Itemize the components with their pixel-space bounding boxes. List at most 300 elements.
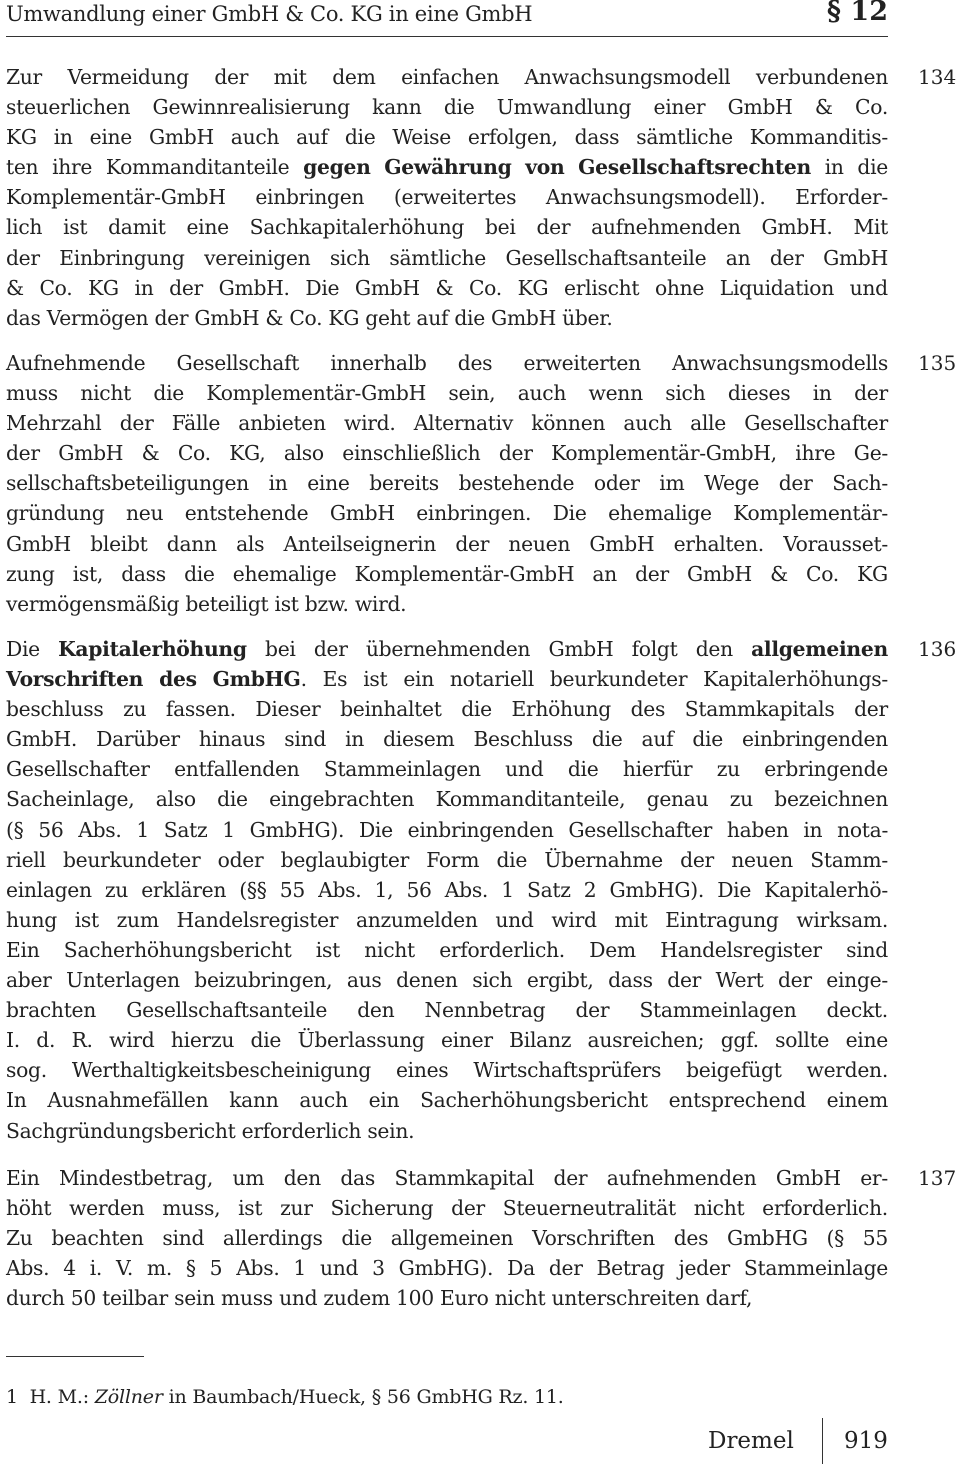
text-line (6, 378, 888, 408)
word: bezeichnen (774, 787, 888, 812)
word: übernehmenden (365, 637, 531, 661)
word: 56 (38, 817, 64, 842)
word: ten (6, 155, 39, 180)
word: Erforder- (795, 185, 888, 210)
word-group (401, 62, 499, 92)
word: GmbHG). (398, 1256, 494, 1281)
word-group (425, 995, 546, 1025)
word: der (169, 275, 203, 300)
word-group (69, 1193, 144, 1223)
word-group (233, 559, 337, 589)
bold-word: GmbHG (212, 667, 301, 692)
word: eingebrachten (269, 787, 415, 812)
word-group (172, 408, 220, 438)
word-group (704, 468, 759, 498)
word: jeder (678, 1256, 730, 1281)
word: Vorschriften (532, 1226, 655, 1251)
word: beurkundeter (62, 847, 201, 872)
word: Wirtschaftsprüfers (473, 1058, 662, 1083)
word: bereits (369, 471, 439, 496)
text-line (6, 1055, 888, 1085)
word: auf (641, 727, 674, 752)
word: sich (665, 381, 706, 406)
word: 3 (372, 1256, 385, 1281)
word-group (728, 92, 793, 122)
page-number: 919 (844, 1428, 888, 1454)
word: einge- (826, 968, 888, 993)
word: Aufnehmende (6, 351, 146, 375)
word: Nennbetrag (424, 998, 546, 1023)
word: und (495, 907, 534, 932)
word-group (608, 965, 653, 995)
word: oder (217, 847, 264, 872)
word: die (857, 155, 888, 180)
word: brachten (6, 998, 97, 1023)
word: ist, (72, 561, 104, 586)
margin-number: 135 (918, 351, 957, 375)
word-group (6, 815, 23, 845)
word-group (783, 529, 888, 559)
word: KG (517, 275, 549, 300)
word-group (383, 724, 454, 754)
word-group (826, 965, 888, 995)
word-group (408, 815, 554, 845)
word: der (778, 471, 813, 496)
word-group (164, 815, 208, 845)
word-group (303, 152, 370, 182)
word: Die (358, 817, 393, 842)
word-group (594, 468, 640, 498)
word-group (728, 378, 791, 408)
word: Sacherhöhungsbericht (420, 1088, 648, 1113)
word: haben (726, 817, 789, 842)
word-group (774, 784, 888, 814)
word: folgt (631, 637, 678, 661)
word-group (199, 724, 265, 754)
word: Einbringung (59, 245, 185, 270)
word: Stamm- (810, 847, 888, 872)
word-group (366, 634, 530, 664)
word: einbringen. (416, 501, 532, 526)
word-group (298, 1025, 425, 1055)
word-group (632, 634, 678, 664)
word: hung (6, 907, 57, 932)
word-group (505, 243, 706, 273)
word-group (63, 1253, 76, 1283)
word-group (855, 92, 888, 122)
word: lich (6, 215, 43, 240)
word-group (355, 559, 575, 589)
word: Abs. (78, 817, 122, 842)
word: im (659, 471, 685, 496)
word-group (345, 122, 376, 152)
word: dieses (727, 381, 791, 406)
word-group (219, 273, 290, 303)
word-group (280, 1193, 313, 1223)
word: sind (846, 937, 888, 962)
word: d. (36, 1028, 56, 1053)
text-line (6, 995, 888, 1025)
word-group (213, 664, 307, 694)
word-group (177, 905, 339, 935)
word: . (558, 937, 565, 962)
word: ausreichen; (587, 1028, 705, 1053)
word: einer (440, 1028, 493, 1053)
bold-word: Kapitalerhöhung (58, 637, 247, 661)
word-group (363, 664, 387, 694)
word: alle (690, 411, 726, 436)
word: Co. (855, 95, 888, 120)
word-group (156, 784, 196, 814)
word-group (6, 408, 101, 438)
word-group (807, 1055, 888, 1085)
word: kann (372, 95, 422, 120)
word: 1, (374, 877, 394, 902)
word: Co. (468, 275, 502, 300)
word-group (825, 152, 844, 182)
word-group (284, 1163, 321, 1193)
word: Anwachsungsmodell (524, 65, 731, 89)
word-group (608, 498, 712, 528)
bold-word: Gewährung (384, 155, 512, 180)
word-group (284, 724, 326, 754)
word-group (6, 122, 37, 152)
word: die (443, 95, 475, 120)
word: GmbH (58, 441, 124, 466)
word-group (551, 438, 777, 468)
word: wenn (588, 381, 643, 406)
word: neu (126, 501, 164, 526)
word: (erweitertes (393, 185, 517, 210)
word-group (169, 273, 203, 303)
word-group (532, 1223, 655, 1253)
word-group (59, 1163, 213, 1193)
word-group (323, 664, 348, 694)
word: neuen (508, 531, 571, 556)
word: Abs. (6, 1256, 50, 1281)
word: einer (653, 95, 706, 120)
word: Gesellschafter (568, 817, 713, 842)
word-group (269, 784, 414, 814)
word-group (674, 529, 764, 559)
word: Eintragung (665, 907, 779, 932)
word: Ein (6, 1166, 40, 1190)
word: bei (484, 215, 516, 240)
word-group (778, 965, 812, 995)
word-group (518, 273, 549, 303)
text-line (6, 1193, 888, 1223)
word: Co. (806, 561, 839, 586)
word-group (356, 905, 478, 935)
text-line (6, 905, 888, 935)
word-group (320, 1253, 358, 1283)
word-group (660, 935, 822, 965)
word-group (6, 378, 58, 408)
word-group (126, 498, 163, 528)
word: Mit (853, 215, 888, 240)
word: werden. (806, 1058, 888, 1083)
word: die (341, 1226, 372, 1251)
word: eine (307, 471, 350, 496)
word: sog. (6, 1058, 47, 1083)
word: entstehende (184, 501, 309, 526)
word: hierzu (170, 1028, 235, 1053)
word: wird (551, 907, 597, 932)
word-group (340, 1163, 375, 1193)
word: der (536, 215, 571, 240)
word-group (72, 1025, 93, 1055)
word: nota- (837, 817, 888, 842)
word: auch (230, 125, 280, 150)
word: GmbHG). (249, 817, 345, 842)
word-group (639, 995, 796, 1025)
word: entsprechend (668, 1088, 806, 1113)
word: höht (6, 1196, 52, 1221)
word-group (206, 378, 426, 408)
word-group (153, 92, 350, 122)
word-group (236, 529, 264, 559)
word: Wege (704, 471, 760, 496)
word-group (568, 815, 712, 845)
word-group (744, 1253, 888, 1283)
word-group (6, 559, 55, 589)
word-group (610, 875, 705, 905)
word: beinhaltet (340, 697, 442, 722)
word: GmbH (6, 531, 71, 556)
word-group (726, 243, 751, 273)
word: Bilanz (509, 1028, 572, 1053)
word-group (330, 498, 395, 528)
word: Komplementär-GmbH (206, 381, 426, 406)
word: und (849, 275, 888, 300)
word: der (769, 245, 804, 270)
text-line (6, 498, 888, 528)
word-group (330, 243, 370, 273)
word: beglaubigter (280, 847, 409, 872)
word-group (178, 438, 211, 468)
word: ehemalige (608, 501, 712, 526)
word-group (717, 875, 751, 905)
word: ihre (795, 441, 836, 466)
word-group (236, 1253, 279, 1283)
word-group (6, 468, 249, 498)
word: Satz (163, 817, 208, 842)
word: V. (116, 1256, 133, 1281)
text-line (6, 1163, 888, 1193)
word-group (527, 875, 571, 905)
text-line (6, 438, 888, 468)
word-group (284, 438, 324, 468)
word-group (548, 634, 613, 664)
word-group (6, 634, 40, 664)
word: die (250, 1028, 282, 1053)
text-line (6, 965, 888, 995)
text-line (6, 152, 888, 182)
text-line (6, 589, 888, 619)
word: beigefügt (686, 1058, 782, 1083)
word-group (347, 965, 382, 995)
word: m. (146, 1256, 172, 1281)
word-group (531, 408, 605, 438)
word: In (6, 1088, 27, 1113)
word: der (548, 1256, 583, 1281)
word-group (78, 815, 121, 845)
word: Die (6, 637, 40, 661)
word: Satz (526, 877, 571, 902)
word: an (592, 561, 617, 586)
word-group (280, 875, 305, 905)
word-group (472, 965, 512, 995)
word: einbringen (255, 185, 365, 210)
word-group (764, 754, 888, 784)
header-title: Umwandlung einer GmbH & Co. KG in eine GmbH (6, 2, 533, 26)
word-group (716, 965, 764, 995)
word: kann (229, 1088, 279, 1113)
word: Kommanditis- (749, 125, 888, 150)
word: und (319, 1256, 359, 1281)
word-group (375, 875, 394, 905)
word-group (403, 664, 434, 694)
word-group (223, 1223, 323, 1253)
word-group (501, 875, 514, 905)
margin-number: 136 (918, 637, 957, 661)
word-group (727, 1223, 808, 1253)
word-group (330, 1193, 433, 1223)
word-group (796, 905, 888, 935)
word-group (846, 935, 888, 965)
word: Kapitalerhöhungs- (703, 667, 888, 692)
word: Kommanditanteile (105, 155, 290, 180)
word: neuen (731, 847, 793, 872)
word: Unterlagen (66, 968, 180, 993)
word-group (6, 664, 143, 694)
word: (§§ (239, 877, 267, 902)
word-group (441, 1025, 493, 1055)
word: entfallenden (174, 757, 300, 782)
word-group (414, 408, 513, 438)
word-group (391, 1223, 514, 1253)
word-group (550, 664, 687, 694)
word-group (795, 438, 835, 468)
word-group (6, 182, 226, 212)
word: hinaus (198, 727, 266, 752)
word: Ein (6, 937, 40, 962)
word-group (764, 875, 888, 905)
word: Es (322, 667, 348, 692)
word-group (314, 634, 348, 664)
bold-word: Gesellschaftsrechten (578, 155, 811, 180)
word: muss (6, 381, 58, 406)
word-group (827, 1223, 844, 1253)
running-header (6, 0, 888, 37)
word-group (551, 905, 596, 935)
word: Betrag (596, 1256, 665, 1281)
word: Umwandlung (496, 95, 632, 120)
word-group (6, 1193, 51, 1223)
word-group (167, 529, 217, 559)
word-group (554, 1163, 588, 1193)
word: sich (472, 968, 513, 993)
word: erklären (141, 877, 227, 902)
word-group (690, 408, 726, 438)
word-group (536, 212, 570, 242)
word-group (6, 1025, 20, 1055)
word: I. (6, 1028, 20, 1053)
word-group (232, 1163, 264, 1193)
paragraph (6, 348, 888, 619)
word-group (184, 559, 215, 589)
word-group (6, 965, 52, 995)
word-group (116, 1253, 133, 1283)
word: GmbH (727, 95, 793, 120)
word-group (436, 784, 626, 814)
word: Sicherung (330, 1196, 434, 1221)
word-group (776, 1163, 841, 1193)
word-group (359, 815, 393, 845)
word: Die (717, 877, 752, 902)
word: Abs. (236, 1256, 280, 1281)
word: ist (363, 667, 388, 692)
word: bei (265, 637, 296, 661)
word: hierfür (622, 757, 693, 782)
word-group (229, 1085, 278, 1115)
word-group (389, 243, 486, 273)
word: eine (845, 1028, 888, 1053)
word-group (591, 212, 741, 242)
word: sein, (448, 381, 496, 406)
word: in (812, 381, 832, 406)
text-line (6, 243, 888, 273)
word: auf (296, 125, 328, 150)
word: KG (6, 125, 37, 150)
word-group (727, 815, 789, 845)
word: Dieser (255, 697, 321, 722)
word: die (591, 727, 623, 752)
word: & (770, 561, 788, 586)
word-group (451, 1193, 485, 1223)
word-group (527, 965, 594, 995)
word-group (149, 122, 214, 152)
word-group (117, 905, 159, 935)
word: i. (89, 1256, 103, 1281)
word: genau (646, 787, 709, 812)
word: Sacheinlage, (6, 787, 135, 812)
word: bleibt (90, 531, 148, 556)
word: den (283, 1166, 321, 1190)
word: GmbH (148, 125, 214, 150)
word: an (725, 245, 751, 270)
header-section-number: § 12 (826, 0, 888, 27)
word-group (194, 965, 332, 995)
word-group (6, 694, 103, 724)
word-group (854, 694, 888, 724)
word: aufnehmenden (606, 1166, 757, 1190)
word: Steuerneutralität (502, 1196, 676, 1221)
word: also (155, 787, 196, 812)
word-group (394, 182, 516, 212)
word: Abs. (444, 877, 489, 902)
word: einbringenden (407, 817, 554, 842)
word-group (214, 62, 248, 92)
word-group (222, 815, 235, 845)
word-group (6, 1253, 49, 1283)
word: dass (121, 561, 166, 586)
word-group (518, 378, 566, 408)
word-group (592, 559, 617, 589)
bold-word: von (525, 155, 565, 180)
word: in (345, 727, 365, 752)
word: nicht (693, 1196, 745, 1221)
